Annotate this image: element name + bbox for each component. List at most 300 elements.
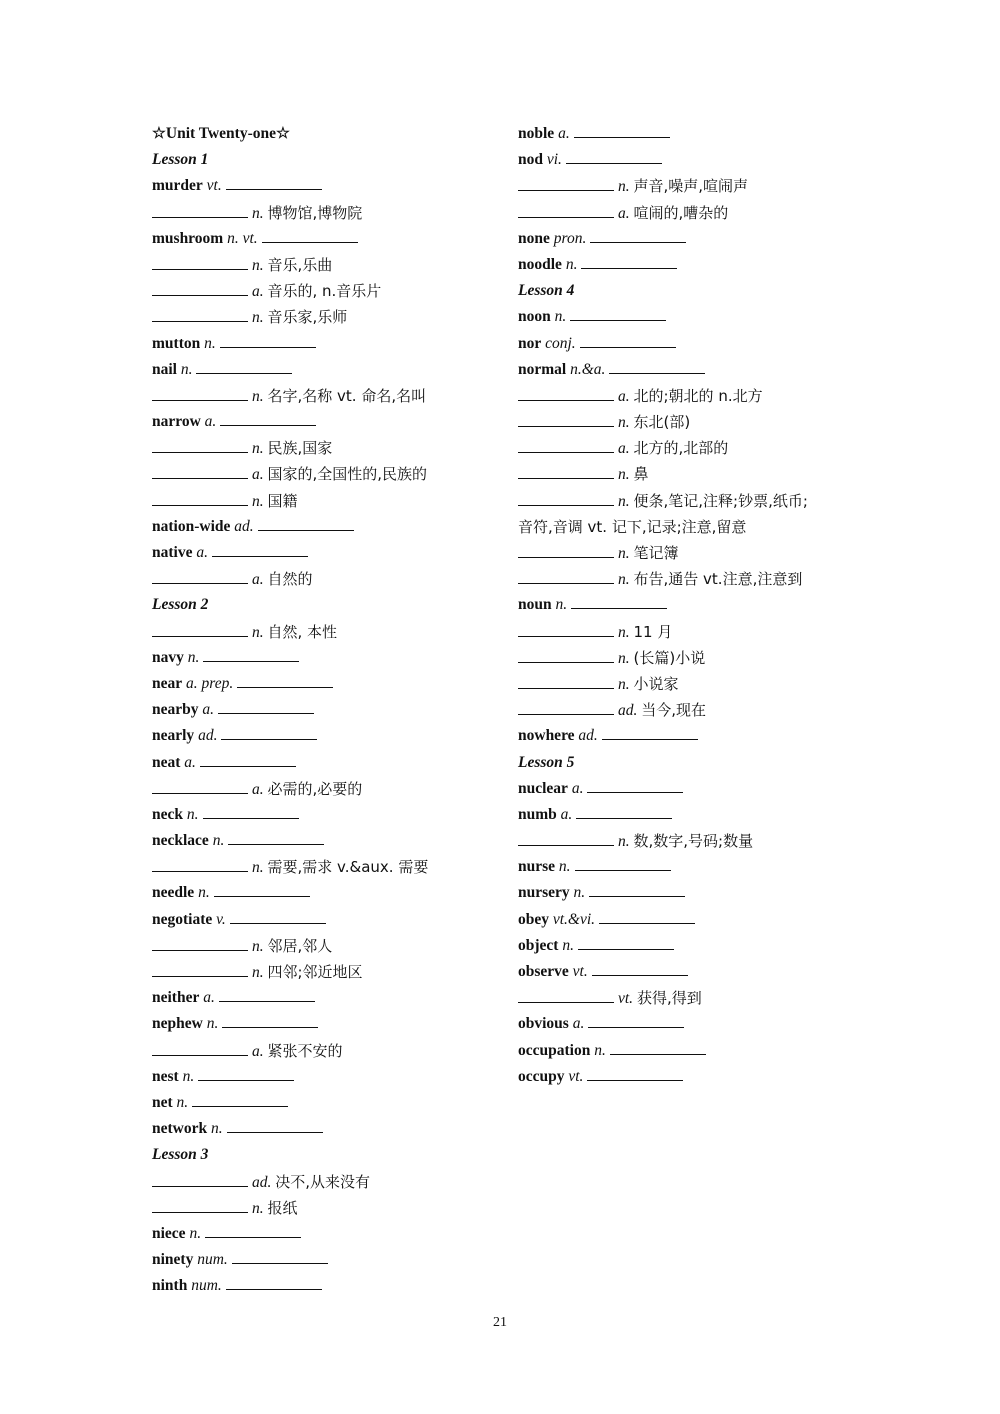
- answer-blank[interactable]: [152, 294, 248, 296]
- vocab-word: murder: [152, 177, 203, 195]
- vocab-entry: [152, 1116, 502, 1142]
- part-of-speech: n.: [618, 649, 630, 667]
- part-of-speech: n.: [189, 1224, 202, 1242]
- definition-text: 必需的,必要的: [267, 779, 363, 798]
- part-of-speech: n.: [562, 936, 574, 954]
- part-of-speech: vi.: [546, 151, 562, 169]
- part-of-speech: n.: [187, 648, 200, 666]
- answer-blank[interactable]: [578, 948, 674, 950]
- part-of-speech: n.: [212, 832, 225, 850]
- vocab-entry: [152, 331, 502, 357]
- vocab-entry: [518, 331, 878, 357]
- vocab-definition-entry: [518, 383, 878, 409]
- answer-blank[interactable]: [228, 843, 324, 845]
- part-of-speech: n.: [198, 884, 210, 902]
- vocab-word: nursery: [518, 884, 570, 902]
- vocab-entry: [518, 226, 878, 252]
- vocab-definition-entry: [152, 776, 502, 802]
- vocab-entry: [152, 723, 502, 749]
- definition-text: 东北(部): [633, 413, 691, 432]
- answer-blank[interactable]: [152, 399, 248, 401]
- answer-blank[interactable]: [518, 477, 614, 479]
- definition-text: 音乐的, n.音乐片: [267, 282, 382, 301]
- answer-blank[interactable]: [152, 1054, 248, 1056]
- answer-blank[interactable]: [576, 817, 672, 819]
- lesson-title: Lesson 1: [152, 151, 209, 169]
- vocab-definition-entry: [518, 409, 878, 435]
- part-of-speech: a.: [184, 753, 196, 771]
- vocab-word: necklace: [152, 832, 209, 850]
- vocab-word: occupation: [518, 1041, 591, 1059]
- answer-blank[interactable]: [192, 1105, 288, 1107]
- part-of-speech: n.: [252, 623, 264, 641]
- part-of-speech: n.: [176, 1093, 189, 1111]
- vocab-entry: [518, 592, 878, 618]
- definition-text: 邻居,邻人: [267, 936, 333, 955]
- answer-blank[interactable]: [230, 922, 326, 924]
- answer-blank[interactable]: [588, 1026, 684, 1028]
- vocab-word: niece: [152, 1224, 186, 1242]
- part-of-speech: ad.: [234, 517, 254, 535]
- vocab-entry: [152, 985, 502, 1011]
- vocab-word: nowhere: [518, 727, 575, 745]
- part-of-speech: n.: [594, 1041, 606, 1059]
- vocab-definition-entry: [518, 566, 878, 592]
- vocab-word: object: [518, 936, 559, 954]
- vocab-word: nurse: [518, 858, 556, 876]
- part-of-speech: n.: [252, 309, 264, 327]
- vocab-word: ninety: [152, 1251, 194, 1269]
- vocab-entry: [518, 1064, 878, 1090]
- definition-text: 国籍: [267, 491, 298, 510]
- vocab-entry: [152, 540, 502, 566]
- part-of-speech: n.: [252, 859, 264, 877]
- answer-blank[interactable]: [262, 241, 358, 243]
- answer-blank[interactable]: [222, 1026, 318, 1028]
- part-of-speech: n.: [618, 833, 630, 851]
- answer-blank[interactable]: [212, 555, 308, 557]
- part-of-speech: n.: [555, 596, 568, 614]
- vocab-definition-entry: [518, 645, 878, 671]
- vocab-definition-entry: [152, 488, 502, 514]
- part-of-speech: a.: [558, 125, 570, 142]
- lesson-title: Lesson 4: [518, 282, 575, 300]
- vocab-word: ninth: [152, 1277, 188, 1295]
- answer-blank[interactable]: [587, 1079, 683, 1081]
- answer-blank[interactable]: [152, 949, 248, 951]
- definition-text: 决不,从来没有: [275, 1172, 371, 1191]
- answer-blank[interactable]: [258, 529, 354, 531]
- vocab-word: native: [152, 544, 193, 561]
- answer-blank[interactable]: [590, 241, 686, 243]
- vocab-entry: [152, 671, 502, 697]
- part-of-speech: n.: [618, 545, 630, 562]
- answer-blank[interactable]: [574, 136, 670, 138]
- lesson-heading: [152, 147, 502, 173]
- part-of-speech: ad.: [578, 727, 598, 745]
- part-of-speech: vt.: [568, 1067, 584, 1085]
- answer-blank[interactable]: [581, 267, 677, 269]
- answer-blank[interactable]: [518, 399, 614, 401]
- lesson-heading: [518, 750, 878, 776]
- part-of-speech: n.: [252, 492, 264, 510]
- answer-blank[interactable]: [570, 319, 666, 321]
- vocab-entry: [152, 514, 502, 540]
- definition-text: 音乐家,乐师: [267, 308, 348, 327]
- part-of-speech: a.: [618, 387, 630, 405]
- answer-blank[interactable]: [575, 869, 671, 871]
- part-of-speech: n.: [204, 334, 216, 352]
- vocab-word: nephew: [152, 1015, 203, 1033]
- part-of-speech: n.: [618, 178, 630, 196]
- unit-title: [152, 121, 502, 147]
- part-of-speech: n.: [182, 1067, 195, 1085]
- part-of-speech: n.: [618, 571, 630, 589]
- answer-blank[interactable]: [152, 635, 248, 637]
- vocab-entry: [152, 409, 502, 435]
- definition-text: 便条,笔记,注释;钞票,纸币;: [633, 491, 808, 510]
- vocab-entry: [518, 357, 878, 383]
- definition-text: 音乐,乐曲: [267, 255, 333, 274]
- part-of-speech: pron.: [553, 229, 587, 247]
- part-of-speech: num.: [197, 1251, 228, 1269]
- unit-title-text: ☆Unit Twenty-one☆: [152, 125, 290, 142]
- vocab-entry: [152, 173, 502, 199]
- definition-text: 报纸: [267, 1198, 298, 1217]
- vocab-entry: [152, 1011, 502, 1037]
- part-of-speech: a.: [252, 571, 264, 589]
- part-of-speech: n.: [618, 675, 630, 693]
- vocab-entry: [152, 1064, 502, 1090]
- definition-text: 获得,得到: [636, 989, 702, 1008]
- vocab-definition-entry: [518, 619, 878, 645]
- answer-blank[interactable]: [518, 687, 614, 689]
- vocab-word: nail: [152, 360, 177, 378]
- part-of-speech: n.: [618, 623, 630, 641]
- vocab-entry: [518, 802, 878, 828]
- part-of-speech: a.: [560, 805, 573, 823]
- vocab-word: needle: [152, 884, 195, 902]
- vocab-definition-entry: [152, 619, 502, 645]
- part-of-speech: n.: [206, 1015, 219, 1033]
- vocab-entry: [518, 1011, 878, 1037]
- answer-blank[interactable]: [218, 712, 314, 714]
- vocab-entry: [152, 1273, 502, 1299]
- definition-text: 需要,需求 v.&aux. 需要: [267, 858, 429, 877]
- answer-blank[interactable]: [518, 582, 614, 584]
- answer-blank[interactable]: [196, 372, 292, 374]
- part-of-speech: ad.: [198, 727, 218, 745]
- vocab-entry: [152, 880, 502, 906]
- vocab-word: navy: [152, 648, 184, 666]
- vocab-word: network: [152, 1120, 208, 1138]
- answer-blank[interactable]: [571, 607, 667, 609]
- vocab-word: mushroom: [152, 229, 224, 247]
- vocab-entry: [152, 645, 502, 671]
- definition-text: 北方的,北部的: [633, 439, 729, 458]
- vocab-entry: [152, 1221, 502, 1247]
- part-of-speech: n.: [252, 204, 264, 222]
- part-of-speech: a.: [196, 544, 208, 561]
- lesson-heading: [518, 278, 878, 304]
- vocab-word: mutton: [152, 334, 201, 352]
- vocab-definition-entry: [152, 200, 502, 226]
- vocab-entry: [518, 147, 878, 173]
- answer-blank[interactable]: [152, 975, 248, 977]
- lesson-heading: [152, 592, 502, 618]
- part-of-speech: a.: [203, 989, 215, 1007]
- answer-blank[interactable]: [152, 451, 248, 453]
- vocab-entry: [152, 1247, 502, 1273]
- vocab-definition-entry: [152, 383, 502, 409]
- answer-blank[interactable]: [152, 582, 248, 584]
- vocab-definition-entry: [518, 985, 878, 1011]
- answer-blank[interactable]: [152, 216, 248, 218]
- part-of-speech: num.: [191, 1277, 222, 1295]
- vocab-word: observe: [518, 963, 569, 980]
- part-of-speech: n.: [180, 360, 193, 378]
- lesson-title: Lesson 2: [152, 596, 209, 614]
- vocab-definition-entry: [518, 488, 878, 514]
- definition-text: (长篇)小说: [633, 648, 706, 667]
- part-of-speech: vt.: [618, 990, 634, 1008]
- answer-blank[interactable]: [602, 738, 698, 740]
- vocab-entry: [152, 907, 502, 933]
- vocab-definition-entry: [152, 1038, 502, 1064]
- part-of-speech: n.: [252, 1199, 264, 1217]
- vocab-word: neat: [152, 753, 181, 771]
- answer-blank[interactable]: [599, 922, 695, 924]
- part-of-speech: a.: [204, 413, 217, 431]
- vocab-entry: [518, 907, 878, 933]
- answer-blank[interactable]: [198, 1079, 294, 1081]
- answer-blank[interactable]: [152, 477, 248, 479]
- vocab-definition-entry: [152, 461, 502, 487]
- vocab-word: nuclear: [518, 779, 568, 797]
- vocab-word: noodle: [518, 255, 562, 273]
- vocab-definition-entry: [518, 697, 878, 723]
- vocab-entry: [152, 828, 502, 854]
- answer-blank[interactable]: [518, 189, 614, 191]
- part-of-speech: vt.: [572, 963, 588, 980]
- vocab-entry: [518, 121, 878, 147]
- answer-blank[interactable]: [610, 1053, 706, 1055]
- answer-blank[interactable]: [518, 451, 614, 453]
- definition-text: 博物馆,博物院: [267, 203, 363, 222]
- vocab-word: nest: [152, 1067, 179, 1085]
- vocab-entry: [518, 304, 878, 330]
- part-of-speech: n.: [252, 256, 264, 274]
- part-of-speech: v.: [216, 910, 226, 928]
- left-column: [152, 121, 502, 1299]
- vocab-definition-entry: [152, 959, 502, 985]
- answer-blank[interactable]: [518, 425, 614, 427]
- part-of-speech: a.: [252, 780, 264, 798]
- vocab-definition-entry: [152, 854, 502, 880]
- answer-blank[interactable]: [518, 1001, 614, 1003]
- vocab-word: obey: [518, 910, 549, 928]
- answer-blank[interactable]: [152, 268, 248, 270]
- answer-blank[interactable]: [152, 870, 248, 872]
- vocab-entry: [152, 1090, 502, 1116]
- part-of-speech: n.: [252, 387, 264, 405]
- part-of-speech: a.: [618, 204, 630, 222]
- right-column: [518, 121, 878, 1090]
- lesson-heading: [152, 1142, 502, 1168]
- vocab-word: occupy: [518, 1067, 565, 1085]
- vocab-definition-entry: [152, 1195, 502, 1221]
- vocab-entry: [518, 933, 878, 959]
- part-of-speech: a.: [202, 701, 214, 719]
- definition-text: 紧张不安的: [267, 1041, 343, 1060]
- vocab-word: nearby: [152, 701, 199, 719]
- vocab-definition-entry: [518, 200, 878, 226]
- vocab-definition-entry: [152, 933, 502, 959]
- vocab-word: noble: [518, 125, 555, 142]
- vocab-definition-entry: [152, 1169, 502, 1195]
- vocab-entry: [152, 226, 502, 252]
- page-number: 21: [493, 1315, 507, 1330]
- part-of-speech: vt.&vi.: [552, 910, 596, 928]
- vocab-entry: [518, 880, 878, 906]
- vocab-definition-entry: [152, 435, 502, 461]
- answer-blank[interactable]: [152, 320, 248, 322]
- part-of-speech: n.: [252, 937, 264, 955]
- vocab-definition-entry: [152, 304, 502, 330]
- definition-text: 小说家: [633, 674, 679, 693]
- vocab-word: nod: [518, 151, 543, 169]
- part-of-speech: n.: [558, 858, 571, 876]
- answer-blank[interactable]: [580, 346, 676, 348]
- answer-blank[interactable]: [592, 974, 688, 976]
- answer-blank[interactable]: [232, 1262, 328, 1264]
- answer-blank[interactable]: [226, 1288, 322, 1290]
- vocab-entry: [518, 723, 878, 749]
- definition-text: 四邻;邻近地区: [267, 963, 363, 981]
- vocab-word: neither: [152, 989, 200, 1007]
- definition-text: 民族,国家: [267, 439, 333, 458]
- vocab-definition-entry: [518, 173, 878, 199]
- definition-text: 鼻: [633, 465, 649, 484]
- part-of-speech: n.: [618, 492, 630, 510]
- answer-blank[interactable]: [152, 792, 248, 794]
- lesson-title: Lesson 3: [152, 1146, 209, 1164]
- answer-blank[interactable]: [589, 895, 685, 897]
- vocab-definition-entry: [152, 252, 502, 278]
- answer-blank[interactable]: [226, 188, 322, 190]
- part-of-speech: n.: [252, 964, 264, 981]
- answer-blank[interactable]: [587, 791, 683, 793]
- vocab-word: narrow: [152, 413, 201, 431]
- part-of-speech: vt.: [206, 177, 222, 195]
- vocab-definition-entry: [152, 566, 502, 592]
- vocab-definition-entry: [518, 461, 878, 487]
- definition-text: 声音,噪声,喧闹声: [633, 177, 749, 196]
- answer-blank[interactable]: [214, 895, 310, 897]
- answer-blank[interactable]: [518, 635, 614, 637]
- part-of-speech: a.: [252, 466, 264, 484]
- answer-blank[interactable]: [237, 686, 333, 688]
- part-of-speech: n.: [554, 308, 567, 326]
- answer-blank[interactable]: [518, 504, 614, 506]
- vocab-word: noon: [518, 308, 551, 326]
- answer-blank[interactable]: [518, 844, 614, 846]
- vocab-entry: [152, 357, 502, 383]
- answer-blank[interactable]: [518, 556, 614, 558]
- answer-blank[interactable]: [518, 661, 614, 663]
- vocab-entry: [518, 854, 878, 880]
- answer-blank[interactable]: [200, 765, 296, 767]
- answer-blank[interactable]: [219, 1000, 315, 1002]
- definition-text: 名字,名称 vt. 命名,名叫: [267, 386, 427, 405]
- vocab-word: net: [152, 1093, 173, 1111]
- answer-blank[interactable]: [152, 1185, 248, 1187]
- answer-blank[interactable]: [227, 1131, 323, 1133]
- part-of-speech: n.&a.: [570, 360, 606, 378]
- vocab-word: normal: [518, 360, 567, 378]
- answer-blank[interactable]: [220, 424, 316, 426]
- answer-blank[interactable]: [203, 660, 299, 662]
- part-of-speech: a.: [572, 1015, 585, 1033]
- part-of-speech: a.: [618, 440, 630, 458]
- definition-text: 笔记簿: [633, 544, 679, 562]
- answer-blank[interactable]: [518, 713, 614, 715]
- vocab-entry: [152, 750, 502, 776]
- part-of-speech: n. vt.: [227, 229, 258, 247]
- part-of-speech: n.: [573, 884, 586, 902]
- vocab-word: neck: [152, 805, 183, 823]
- vocab-entry: [152, 697, 502, 723]
- part-of-speech: a. prep.: [186, 674, 234, 692]
- definition-text: 喧闹的,嘈杂的: [633, 203, 729, 222]
- definition-text: 北的;朝北的 n.北方: [633, 386, 763, 405]
- part-of-speech: n.: [618, 466, 630, 484]
- lesson-title: Lesson 5: [518, 753, 575, 771]
- definition-text: 国家的,全国性的,民族的: [267, 465, 428, 484]
- vocab-word: noun: [518, 596, 552, 614]
- answer-blank[interactable]: [205, 1236, 301, 1238]
- vocab-definition-entry: [518, 435, 878, 461]
- answer-blank[interactable]: [221, 738, 317, 740]
- vocab-word: nation-wide: [152, 517, 231, 535]
- vocab-word: nearly: [152, 727, 195, 745]
- vocab-word: nor: [518, 334, 542, 352]
- definition-text: 当今,现在: [641, 701, 707, 720]
- definition-continuation: [518, 514, 878, 540]
- vocab-word: none: [518, 229, 550, 247]
- answer-blank[interactable]: [203, 817, 299, 819]
- answer-blank[interactable]: [152, 504, 248, 506]
- part-of-speech: n.: [565, 255, 578, 273]
- part-of-speech: n.: [618, 414, 630, 432]
- vocab-definition-entry: [152, 278, 502, 304]
- answer-blank[interactable]: [609, 372, 705, 374]
- answer-blank[interactable]: [220, 346, 316, 348]
- vocab-entry: [518, 959, 878, 985]
- definition-text: 11 月: [633, 622, 673, 641]
- vocab-definition-entry: [518, 540, 878, 566]
- vocab-entry: [518, 252, 878, 278]
- answer-blank[interactable]: [518, 216, 614, 218]
- vocab-entry: [518, 776, 878, 802]
- vocab-word: near: [152, 674, 183, 692]
- answer-blank[interactable]: [152, 1211, 248, 1213]
- part-of-speech: conj.: [545, 334, 576, 352]
- part-of-speech: a.: [571, 779, 584, 797]
- vocab-definition-entry: [518, 828, 878, 854]
- definition-text: 布告,通告 vt.注意,注意到: [633, 570, 803, 589]
- answer-blank[interactable]: [566, 162, 662, 164]
